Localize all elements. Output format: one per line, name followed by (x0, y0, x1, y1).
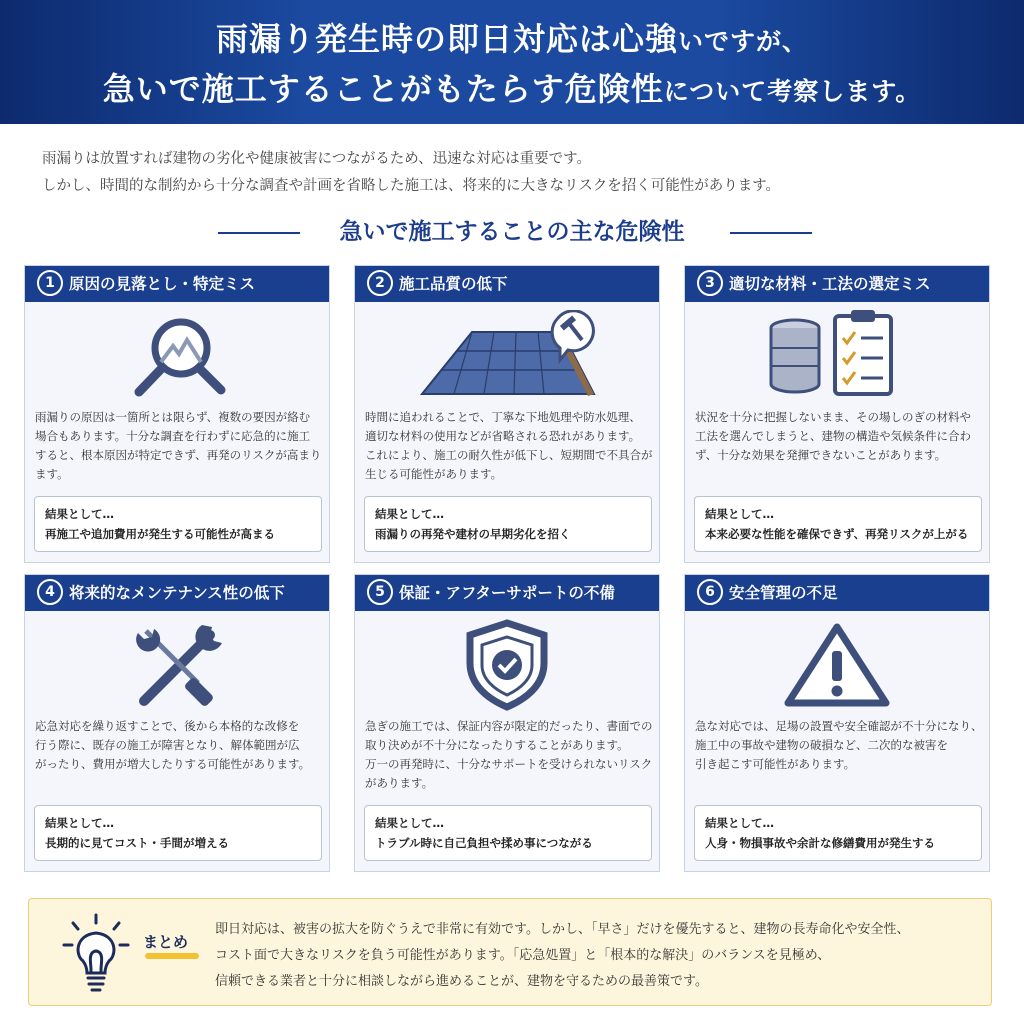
header-line-2-main: 急いで施工することがもたらす危険性 (102, 70, 664, 108)
result-label: 結果として… (45, 816, 114, 830)
result-label: 結果として… (705, 507, 774, 521)
result-value: トラブル時に自己負担や揉め事につながる (375, 836, 593, 850)
summary-line: コスト面で大きなリスクを負う可能性があります。「応急処置」と「根本的な解決」のバランスを見極め、 (215, 948, 831, 963)
summary-box (28, 898, 992, 1006)
result-box (364, 805, 652, 861)
risk-card-icon-area (25, 619, 329, 711)
result-label: 結果として… (375, 816, 444, 830)
risk-description-line: 生じる可能性があります。 (365, 467, 503, 481)
risk-card-header (25, 575, 329, 611)
section-rule-right (730, 232, 812, 234)
result-value: 人身・物損事故や余計な修繕費用が発生する (705, 836, 935, 850)
risk-description-line: 取り決めが不十分になったりすることがあります。 (365, 738, 629, 752)
roof-hammer-icon (412, 310, 602, 402)
summary-line: 信頼できる業者と十分に相談しながら進めることが、建物を守るための最善策です。 (215, 974, 708, 989)
result-value: 長期的に見てコスト・手間が増える (45, 836, 229, 850)
risk-description-line: 応急対応を繰り返すことで、後から本格的な改修を (35, 719, 300, 733)
result-value: 再施工や追加費用が発生する可能性が高まる (45, 527, 275, 541)
header-line-1-tail: いですが、 (678, 27, 809, 56)
risk-description (695, 717, 985, 774)
risk-number: 2 (367, 270, 393, 296)
risk-card-icon-area (685, 619, 989, 711)
risk-description-line: 万一の再発時に、十分なサポートを受けられないリスク (365, 757, 653, 771)
risk-description (35, 717, 325, 774)
header-line-1-main: 雨漏り発生時の即日対応は心強 (215, 20, 678, 58)
risk-description-line: これにより、施工の耐久性が低下し、短期間で不具合が (365, 448, 653, 462)
risk-number: 1 (37, 270, 63, 296)
result-box (364, 496, 652, 552)
result-value: 本来必要な性能を確保できず、再発リスクが上がる (705, 527, 969, 541)
risk-title: 原因の見落とし・特定ミス (69, 275, 256, 293)
risk-title: 将来的なメンテナンス性の低下 (69, 584, 285, 602)
risk-card-icon-area (25, 310, 329, 402)
result-box (34, 496, 322, 552)
risk-number: 4 (37, 579, 63, 605)
summary-text (215, 917, 985, 995)
risk-card-icon-area (685, 310, 989, 402)
risk-description-line: 急な対応では、足場の設置や安全確認が不十分になり、 (695, 719, 983, 733)
result-label: 結果として… (705, 816, 774, 830)
shield-check-icon (462, 619, 552, 711)
risk-card-header (685, 266, 989, 302)
header-line-1 (0, 14, 1024, 60)
summary-title-underline (145, 953, 199, 959)
result-value: 雨漏りの再発や建材の早期劣化を招く (375, 527, 571, 541)
risk-card-1 (24, 265, 330, 563)
risk-number: 6 (697, 579, 723, 605)
result-box (34, 805, 322, 861)
risk-card-6 (684, 574, 990, 872)
risk-title: 適切な材料・工法の選定ミス (729, 275, 931, 293)
risk-title: 保証・アフターサポートの不備 (399, 584, 615, 602)
risk-description-line: 引き起こす可能性があります。 (695, 757, 856, 771)
risk-description-line: 時間に追われることで、丁寧な下地処理や防水処理、 (365, 410, 641, 424)
risk-description-line: 施工中の事故や建物の破損など、二次的な被害を (695, 738, 948, 752)
wrench-screwdriver-icon (122, 619, 232, 711)
risk-card-3 (684, 265, 990, 563)
warning-icon (782, 619, 892, 711)
risk-card-5 (354, 574, 660, 872)
risk-card-4 (24, 574, 330, 872)
intro-text (42, 146, 1002, 200)
risk-card-header (685, 575, 989, 611)
drum-checklist-icon (767, 310, 907, 402)
risk-card-2 (354, 265, 660, 563)
intro-line-2: しかし、時間的な制約から十分な調査や計画を省略した施工は、将来的に大きなリスクを招く可能性があります。 (42, 178, 781, 194)
risk-description-line: があります。 (365, 776, 434, 790)
risk-description (35, 408, 325, 484)
risk-description-line: 行う際に、既存の施工が障害となり、解体範囲が広 (35, 738, 300, 752)
section-heading (0, 212, 1024, 252)
risk-description-line: 急ぎの施工では、保証内容が限定的だったり、書面での (365, 719, 653, 733)
risk-description-line: がったり、費用が増大したりする可能性があります。 (35, 757, 311, 771)
risk-description-line: 工法を選んでしまうと、建物の構造や気候条件に合わ (695, 429, 971, 443)
risk-description (695, 408, 985, 465)
section-rule-left (218, 232, 300, 234)
header-line-2-tail: について考察します。 (663, 77, 922, 106)
risk-card-header (25, 266, 329, 302)
summary-line: 即日対応は、被害の拡大を防ぐうえで非常に有効です。しかし、「早さ」だけを優先すると、建物の長寿命化や安全性、 (215, 922, 910, 937)
risk-description (365, 408, 655, 484)
risk-title: 施工品質の低下 (399, 275, 508, 293)
risk-card-icon-area (355, 619, 659, 711)
risk-card-header (355, 575, 659, 611)
risk-number: 5 (367, 579, 393, 605)
risk-card-header (355, 266, 659, 302)
intro-line-1: 雨漏りは放置すれば建物の劣化や健康被害につながるため、迅速な対応は重要です。 (42, 151, 591, 167)
result-box (694, 496, 982, 552)
risk-description-line: 場合もあります。十分な調査を行わずに応急的に施工 (35, 429, 311, 443)
risk-description-line: ず、十分な効果を発揮できないことがあります。 (695, 448, 947, 462)
summary-title: まとめ (143, 933, 189, 951)
risk-description-line: 雨漏りの原因は一箇所とは限らず、複数の要因が絡む (35, 410, 311, 424)
risk-number: 3 (697, 270, 723, 296)
magnifier-icon (117, 310, 237, 402)
risk-title: 安全管理の不足 (729, 584, 838, 602)
risk-description-line: ます。 (35, 467, 69, 481)
risk-description-line: 状況を十分に把握しないまま、その場しのぎの材料や (695, 410, 971, 424)
lightbulb-icon (61, 913, 131, 993)
section-title: 急いで施工することの主な危険性 (339, 219, 685, 245)
risk-description-line: すると、根本原因が特定できず、再発のリスクが高まり (35, 448, 322, 462)
risk-description (365, 717, 655, 793)
header-line-2 (0, 64, 1024, 110)
result-box (694, 805, 982, 861)
risk-card-icon-area (355, 310, 659, 402)
result-label: 結果として… (45, 507, 114, 521)
result-label: 結果として… (375, 507, 444, 521)
risk-description-line: 適切な材料の使用などが省略される恐れがあります。 (365, 429, 641, 443)
header-banner (0, 0, 1024, 124)
